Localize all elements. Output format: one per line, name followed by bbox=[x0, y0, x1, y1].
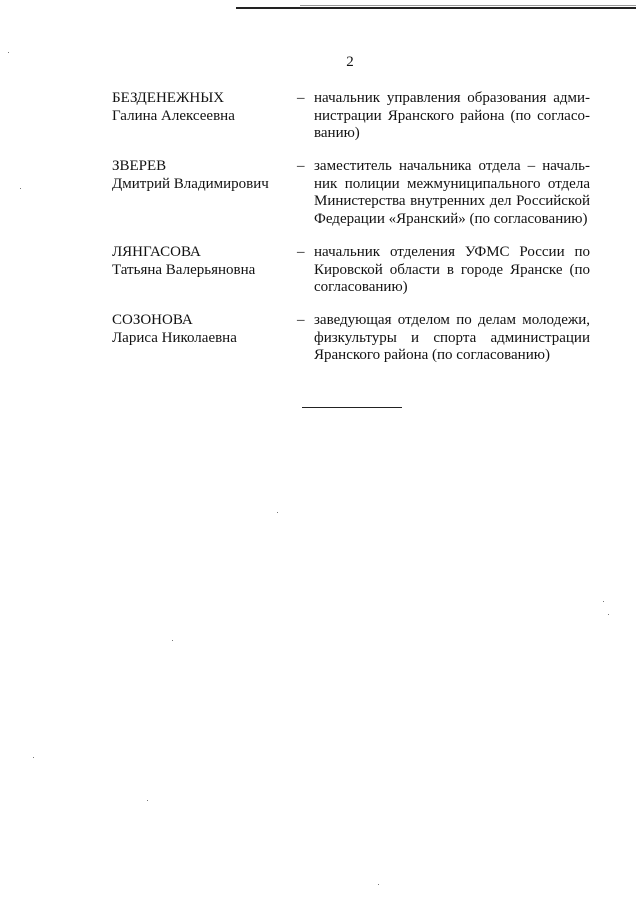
dash-separator: – bbox=[297, 244, 305, 260]
scan-speck bbox=[603, 601, 604, 602]
scan-speck bbox=[277, 512, 278, 513]
page-number: 2 bbox=[346, 54, 354, 70]
scan-speck bbox=[33, 757, 34, 758]
dash-separator: – bbox=[297, 158, 305, 174]
scan-speck bbox=[608, 614, 609, 615]
member-given-names: Дмитрий Владимирович bbox=[112, 175, 269, 192]
scan-speck bbox=[147, 800, 148, 801]
member-role: заведующая отделом по делам молодежи, физкультуры и спорта администрации Яранского района (по согласованию) bbox=[314, 312, 590, 363]
member-name bbox=[112, 90, 292, 125]
scan-speck bbox=[8, 52, 9, 53]
scan-speck bbox=[172, 640, 173, 641]
header-rule bbox=[236, 7, 636, 9]
member-name bbox=[112, 244, 292, 279]
member-given-names: Лариса Николаевна bbox=[112, 329, 237, 346]
scan-speck bbox=[378, 884, 379, 885]
member-role: начальник отделения УФМС России по Кировской области в городе Яранске (по согласованию) bbox=[314, 244, 590, 295]
member-given-names: Татьяна Валерьяновна bbox=[112, 261, 256, 278]
member-surname: ЗВЕРЕВ bbox=[112, 158, 167, 174]
member-surname: БЕЗДЕНЕЖНЫХ bbox=[112, 90, 225, 106]
member-surname: ЛЯНГАСОВА bbox=[112, 244, 201, 260]
member-name bbox=[112, 312, 292, 347]
dash-separator: – bbox=[297, 312, 305, 328]
end-of-list-rule bbox=[302, 407, 402, 408]
member-role: начальник управления образования администрации Яранского района (по согласованию) bbox=[314, 90, 590, 141]
header-rule-faint bbox=[300, 5, 636, 6]
member-role: заместитель начальника отдела – начальник полиции межмуниципального отдела Министерства внутренних дел Российской Федерации «Яранский» (по согласованию) bbox=[314, 158, 590, 227]
member-name bbox=[112, 158, 292, 193]
member-given-names: Галина Алексеевна bbox=[112, 107, 235, 124]
member-surname: СОЗОНОВА bbox=[112, 312, 193, 328]
scan-speck bbox=[20, 188, 21, 189]
dash-separator: – bbox=[297, 90, 305, 106]
